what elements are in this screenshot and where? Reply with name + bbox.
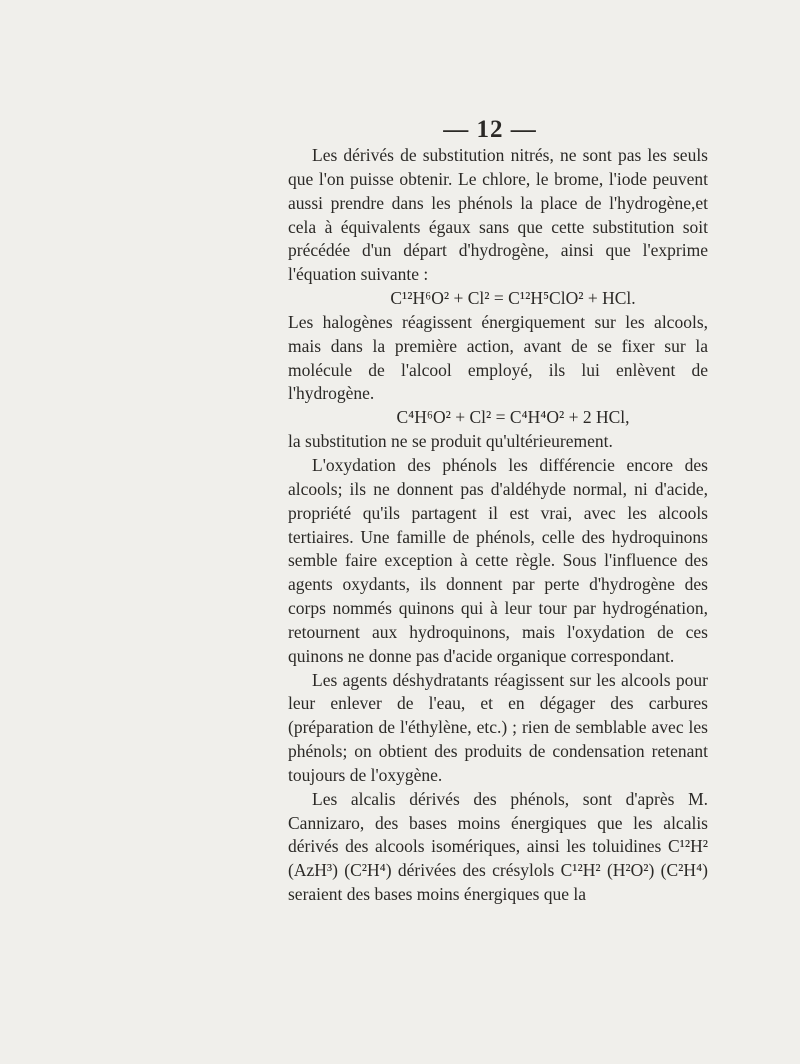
paragraph-halogens: Les halogènes réagissent énergiquement sur les alcools, mais dans la première action, avant de se fixer sur la molécule de l'alcool employé, ils lui enlèvent de l'hydrogène. — [288, 311, 708, 404]
page-number: — 12 — — [443, 116, 537, 143]
paragraph-dehydration: Les agents déshydratants réagissent sur les alcools pour leur enlever de l'eau, et en dégager des carbures (préparation de l'éthylène, etc.) ; rien de semblable avec les phénols; on obtient des produits de condensation retenant toujours de l'oxygène. — [288, 669, 708, 785]
equation-phenol-chlorination: C¹²H⁶O² + Cl² = C¹²H⁵ClO² + HCl. — [390, 288, 636, 309]
body-text — [288, 144, 708, 907]
paragraph-substitution-later: la substitution ne se produit qu'ultérieurement. — [288, 431, 613, 452]
paragraph-alkalis: Les alcalis dérivés des phénols, sont d'après M. Cannizaro, des bases moins énergiques que les alcalis dérivés des alcools isomériques, ainsi les toluidines C¹²H² (AzH³) (C²H⁴) dérivées des crésylols C¹²H² (H²O²) (C²H⁴) seraient des bases moins énergiques que la — [288, 788, 708, 905]
paragraph-substitution: Les dérivés de substitution nitrés, ne sont pas les seuls que l'on puisse obtenir. Le chlore, le brome, l'iode peuvent aussi prendre dans les phénols la place de l'hydrogène,et cela à équivalents égaux sans que cette substitution soit précédée d'un départ d'hydrogène, ainsi que l'exprime l'équation suivante : — [288, 145, 708, 285]
equation-alcohol-chlorination: C⁴H⁶O² + Cl² = C⁴H⁴O² + 2 HCl, — [396, 407, 630, 428]
paragraph-oxidation: L'oxydation des phénols les différencie encore des alcools; ils ne donnent pas d'aldéhyde normal, ni d'acide, propriété qu'ils partagent il est vrai, avec les alcools tertiaires. Une famille de phénols, celle des hydroquinons semble faire exception à cette règle. Sous l'influence des agents oxydants, ils donnent par perte d'hydrogène des corps nommés quinons qui à leur tour par hydrogénation, retournent aux hydroquinons, mais l'oxydation de ces quinons ne donne pas d'acide organique correspondant. — [288, 454, 708, 666]
